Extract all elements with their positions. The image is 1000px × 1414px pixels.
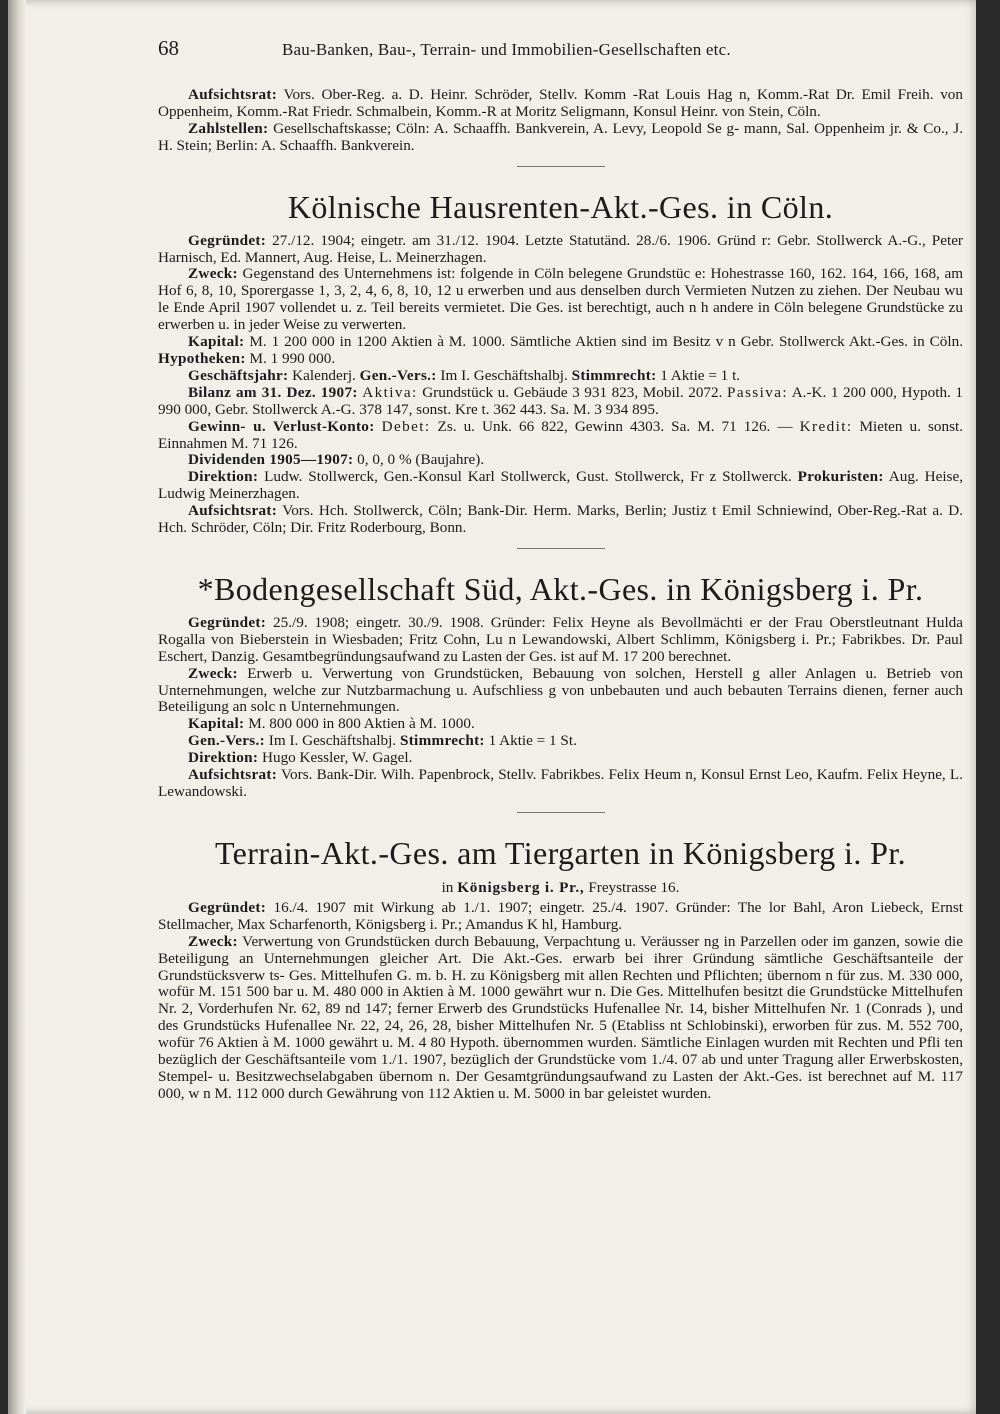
label: Kredit:: [799, 417, 853, 435]
label: Zahlstellen:: [188, 119, 269, 137]
entry3-title: Terrain-Akt.-Ges. am Tiergarten in Königsberg i. Pr.: [214, 834, 907, 871]
text: Vors. Ober-Reg. a. D. Heinr. Schröder, Stellv. Komm -Rat Louis Hag n, Komm.-Rat Dr. Emil Freih. von Oppenheim, Komm.-Rat Friedr. Schmalbein, Komm.-R at Moritz Seligmann, Konsul Heinr. von Stein, Cöln.: [158, 86, 963, 120]
entry2-direktion: [158, 750, 963, 767]
text: Im I. Geschäftshalbj.: [268, 732, 397, 750]
entry1-guv: [158, 419, 963, 453]
entry3-zweck: [158, 934, 963, 1103]
text: Erwerb u. Verwertung von Grundstücken, Bebauung von solchen, Herstell g aller Anlagen u. Betrieb von Unternehmungen, welche zur Nutzbarmachung u. Aufschliess g von unbebauten und auch bebauten Terrains dienen, ferner auch Beteiligung an solc n Unternehmungen.: [158, 664, 964, 716]
entry1-bilanz: [158, 385, 963, 419]
text: Grundstück u. Gebäude 3 931 823, Mobil. 2072.: [422, 383, 723, 401]
label: Gegründet:: [188, 898, 267, 916]
prev-aufsichtsrat: [158, 87, 963, 121]
page-content: [158, 36, 963, 1103]
text: 1 Aktie = 1 St.: [488, 732, 577, 750]
text: Hugo Kessler, W. Gagel.: [262, 749, 413, 767]
page-number: 68: [158, 36, 179, 60]
text: Mieten u. sonst. Einnahmen M. 71 126.: [158, 417, 964, 452]
entry1-kapital: [158, 334, 963, 368]
entry1-dividenden: [158, 452, 963, 469]
entry2-aufsichtsrat: [158, 767, 963, 801]
text: Gegenstand des Unternehmens ist: folgende in Cöln belegene Grundstüc e: Hohestrasse 160, 162. 164, 166, 168, am Hof 6, 8, 10, Sporergasse 1, 3, 2, 4, 6, 8, 10, 12 u erwerben und aus denselben durch Vermieten Nutzen zu ziehen. Der Neubau wu le Ende April 1907 vollendet u. z. Teil bereits vermietet. Die Ges. ist berechtigt, auch n h andere in Cöln belegene Grundstücke zu erwerben u. in jeder Weise zu verwerten.: [158, 265, 964, 334]
label: Dividenden 1905—1907:: [188, 451, 354, 469]
running-title: Bau-Banken, Bau-, Terrain- und Immobilien-Gesellschaften etc.: [282, 40, 731, 59]
text: Verwertung von Grundstücken durch Bebauung, Verpachtung u. Veräusser ng in Parzellen oder im ganzen, sowie die Beteiligung an Unternehmungen gleicher Art. Die Akt.-Ges. erwarb bei ihrer Gründung sämtliche Geschäftsanteile der Grundstücksverw ts- Ges. Mittelhufen G. m. b. H. zu Königsberg mit allen Rechten und Pflichten; übernom n für zus. M. 330 000, wofür M. 151 500 bar u. M. 480 000 in Aktien à M. 1000 gewährt wur n. Die Ges. Mittelhufen besitzt die Grundstücke Mittelhufen Nr. 2, Vorderhufen Nr. 62, 89 nd 147; ferner Erwerb des Grundstücks Hufenallee Nr. 14, bisher Mittelhufen Nr. 1 (Conrads ), und des Grundstücks Hufenallee Nr. 22, 24, 26, 28, bisher Mittelhufen Nr. 5 (Etabliss nt Schlobinski), erworben für zus. M. 552 700, wofür 76 Aktien à M. 1000 gewährt u. M. 4 80 Hypoth. übernommen wurden. Sämtliche Einlagen wurden mit Rechten und Pfli ten bezüglich der Geschäftsanteile vom 1./1. 1907, bezüglich der Grundstücke vom 1./4. 07 ab und unter Tragung aller Erwerbskosten, Stempel- u. Besitzwechselabgaben übernom n. Der Gesamtgründungsaufwand zu Lasten der Akt.-Ges. ist berechnet auf M. 117 000, w n M. 112 000 durch Gewährung von 112 Aktien u. M. 5000 in bar geleistet wurden.: [158, 932, 963, 1102]
entry1-direktion: [158, 469, 963, 503]
text: Vors. Hch. Stollwerck, Cöln; Bank-Dir. Herm. Marks, Berlin; Justiz t Emil Schniewind, Ober-Reg.-Rat a. D. Hch. Schröder, Cöln; Dir. Fritz Roderbourg, Bonn.: [158, 502, 963, 537]
label: Aufsichtsrat:: [188, 86, 278, 103]
label: Zweck:: [188, 932, 238, 950]
text: Im I. Geschäftshalbj.: [440, 366, 568, 384]
entry1-gegruendet: [158, 233, 963, 267]
running-header: [158, 36, 963, 61]
label: Passiva:: [726, 383, 788, 401]
text: Zs. u. Unk. 66 822, Gewinn 4303. Sa. M. 71 126. —: [437, 417, 793, 435]
label: Debet:: [381, 417, 431, 435]
text: M. 1 200 000 in 1200 Aktien à M. 1000. Sämtliche Aktien sind im Besitz v n Gebr. Stollwerck Akt.-Ges. in Cöln.: [249, 333, 964, 351]
entry1-geschaeftsjahr: [158, 368, 963, 385]
subtitle-city: Königsberg i. Pr.,: [457, 878, 585, 896]
label: Kapital:: [188, 333, 245, 351]
entry3-subtitle: [158, 879, 963, 897]
text: 16./4. 1907 mit Wirkung ab 1./1. 1907; eingetr. 25./4. 1907. Gründer: The lor Bahl, Aron Liebeck, Ernst Stellmacher, Max Scharfenorth, Königsberg i. Pr.; Amandus K hl, Hamburg.: [158, 898, 963, 933]
entry2-genvers: [158, 733, 963, 750]
entry1-aufsichtsrat: [158, 503, 963, 537]
label: Kapital:: [188, 715, 245, 733]
text: Vors. Bank-Dir. Wilh. Papenbrock, Stellv. Fabrikbes. Felix Heum n, Konsul Ernst Leo, Kaufm. Felix Heyne, L. Lewandowski.: [158, 766, 963, 800]
text: Kalenderj.: [292, 366, 356, 384]
entry2-zweck: [158, 666, 963, 717]
label: Geschäftsjahr:: [188, 366, 289, 384]
label: Zweck:: [188, 664, 238, 682]
label: Gen.-Vers.:: [359, 366, 437, 384]
text: A.-K. 1 200 000, Hypoth. 1 990 000, Gebr. Stollwerck A.-G. 378 147, sonst. Kre t. 362 443. Sa. M. 3 934 895.: [158, 383, 964, 418]
label: Bilanz am 31. Dez. 1907:: [188, 383, 358, 401]
entry1-zweck: [158, 266, 963, 334]
text: 1 Aktie = 1 t.: [660, 366, 741, 384]
prev-zahlstellen: [158, 121, 963, 155]
label: Direktion:: [188, 468, 259, 486]
label: Gewinn- u. Verlust-Konto:: [188, 417, 375, 435]
text: 0, 0, 0 % (Baujahre).: [357, 451, 485, 469]
label: Aufsichtsrat:: [188, 766, 278, 784]
label: Stimmrecht:: [399, 732, 485, 750]
subtitle-prefix: in: [441, 878, 454, 896]
text: 27./12. 1904; eingetr. am 31./12. 1904. Letzte Statutänd. 28./6. 1906. Gründ r: Gebr. Stollwerck A.-G., Peter Harnisch, Ed. Mannert, Aug. Heise, L. Meinerzhagen.: [158, 231, 963, 266]
label: Gen.-Vers.:: [188, 732, 265, 750]
label: Aufsichtsrat:: [188, 502, 278, 520]
label: Gegründet:: [188, 613, 267, 631]
text: 25./9. 1908; eingetr. 30./9. 1908. Gründer: Felix Heyne als Bevollmächti er der Frau Oberstleutnant Hulda Rogalla von Bieberstein in Wiesbaden; Fritz Cohn, Lu n Lewandowski, Albert Schlimm, Königsberg i. Pr.; Fabrikbes. Dr. Paul Eschert, Danzig. Gesamtbegründungsaufwand zu Lasten der Ges. ist auf M. 17 200 berechnet.: [158, 613, 963, 665]
label: Stimmrecht:: [571, 366, 657, 384]
text: Aug. Heise, Ludwig Meinerzhagen.: [158, 468, 964, 503]
text: M. 800 000 in 800 Aktien à M. 1000.: [248, 715, 475, 733]
document-page: [8, 0, 976, 1414]
label: Hypotheken:: [158, 349, 246, 367]
text: Gesellschaftskasse; Cöln: A. Schaaffh. Bankverein, A. Levy, Leopold Se g- mann, Sal. Oppenheim jr. & Co., J. H. Stein; Berlin: A. Schaaffh. Bankverein.: [158, 119, 963, 154]
entry2-kapital: [158, 716, 963, 733]
book-spine-shadow: [8, 0, 26, 1414]
label: Gegründet:: [188, 231, 267, 249]
label: Zweck:: [188, 265, 238, 283]
subtitle-address: Freystrasse 16.: [588, 878, 680, 896]
separator-rule: [517, 812, 605, 813]
entry2-title: *Bodengesellschaft Süd, Akt.-Ges. in Königsberg i. Pr.: [197, 570, 924, 607]
separator-rule: [517, 548, 605, 549]
label: Aktiva:: [362, 383, 418, 401]
label: Direktion:: [188, 749, 259, 767]
text: Ludw. Stollwerck, Gen.-Konsul Karl Stollwerck, Gust. Stollwerck, Fr z Stollwerck.: [264, 468, 792, 486]
separator-rule: [517, 166, 605, 167]
label: Prokuristen:: [797, 468, 884, 486]
entry2-gegruendet: [158, 615, 963, 666]
text: M. 1 990 000.: [249, 349, 336, 367]
entry1-title: Kölnische Hausrenten-Akt.-Ges. in Cöln.: [287, 188, 834, 225]
entry3-gegruendet: [158, 900, 963, 934]
